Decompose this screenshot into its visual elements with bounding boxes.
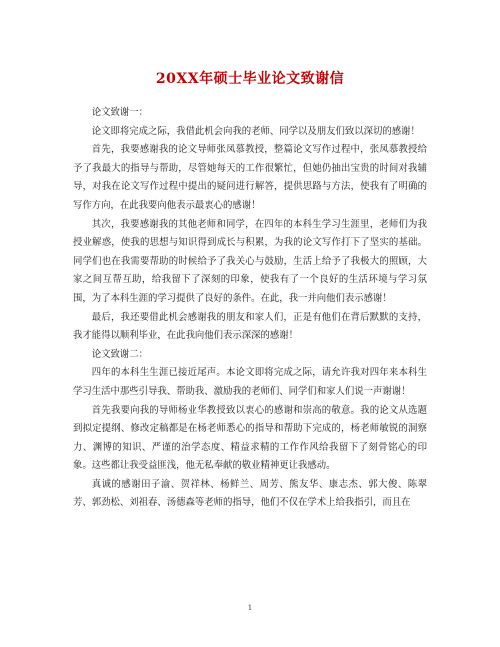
paragraph: 论文即将完成之际，我借此机会向我的老师、同学以及朋友们致以深切的感谢！ [91, 125, 420, 137]
paragraph: 最后，我还要借此机会感谢我的朋友和家人们，正是有他们在背后默默的支持，我才能得以顺利毕业，在此我向他们表示深深的感谢！ [73, 311, 427, 342]
paragraph: 真诚的感谢田子渝、贺祥林、杨鲜兰、周芳、熊友华、康志杰、郭大俊、陈翠芳、郭劲松、刘祖春、汤德森等老师的指导，他们不仅在学术上给我指引，而且在 [73, 478, 427, 509]
document-body [73, 104, 427, 513]
document-title: 20XX年硕士毕业论文致谢信 [155, 71, 345, 87]
page-number: 1 [247, 604, 253, 612]
paragraph: 首先我要向我的导师杨业华教授致以衷心的感谢和崇高的敬意。我的论文从选题到拟定提纲、修改定稿都是在杨老师悉心的指导和帮助下完成的，杨老师敏锐的洞察力、渊博的知识、严谨的治学态度、精益求精的工作作风给我留下了刻骨铭心的印象。这些都让我受益匪浅，他无私奉献的敬业精神更让我感动。 [73, 404, 427, 472]
paragraph: 四年的本科生生涯已接近尾声。本论文即将完成之际，请允许我对四年来本科生学习生活中那些引导我、帮助我、激励我的老师们、同学们和家人们说一声谢谢！ [73, 367, 427, 397]
paragraph: 其次，我要感谢我的其他老师和同学，在四年的本科生学习生涯里，老师们为我授业解惑，使我的思想与知识得到成长与积累，为我的论文写作打下了坚实的基础。同学们也在我需要帮助的时候给予了我关心与鼓励，生活上给予了我极大的照顾，大家之间互帮互助，给我留下了深刻的印象，使我有了一个良好的生活环境与学习氛围，为了本科生涯的学习提供了良好的条件。在此，我一并向他们表示感谢！ [73, 218, 427, 304]
paragraph: 首先，我要感谢我的论文导师张凤慕教授，整篇论文写作过程中，张凤慕教授给予了我最大的指导与帮助，尽管她每天的工作很繁忙，但她仍抽出宝贵的时间对我辅导，对我在论文写作过程中提出的疑问进行解答，提供思路与方法，使我有了明确的写作方向，在此我要向他表示最衷心的感谢！ [73, 144, 427, 211]
section-heading: 论文致谢一： [91, 107, 149, 118]
section-heading: 论文致谢二： [91, 348, 149, 360]
